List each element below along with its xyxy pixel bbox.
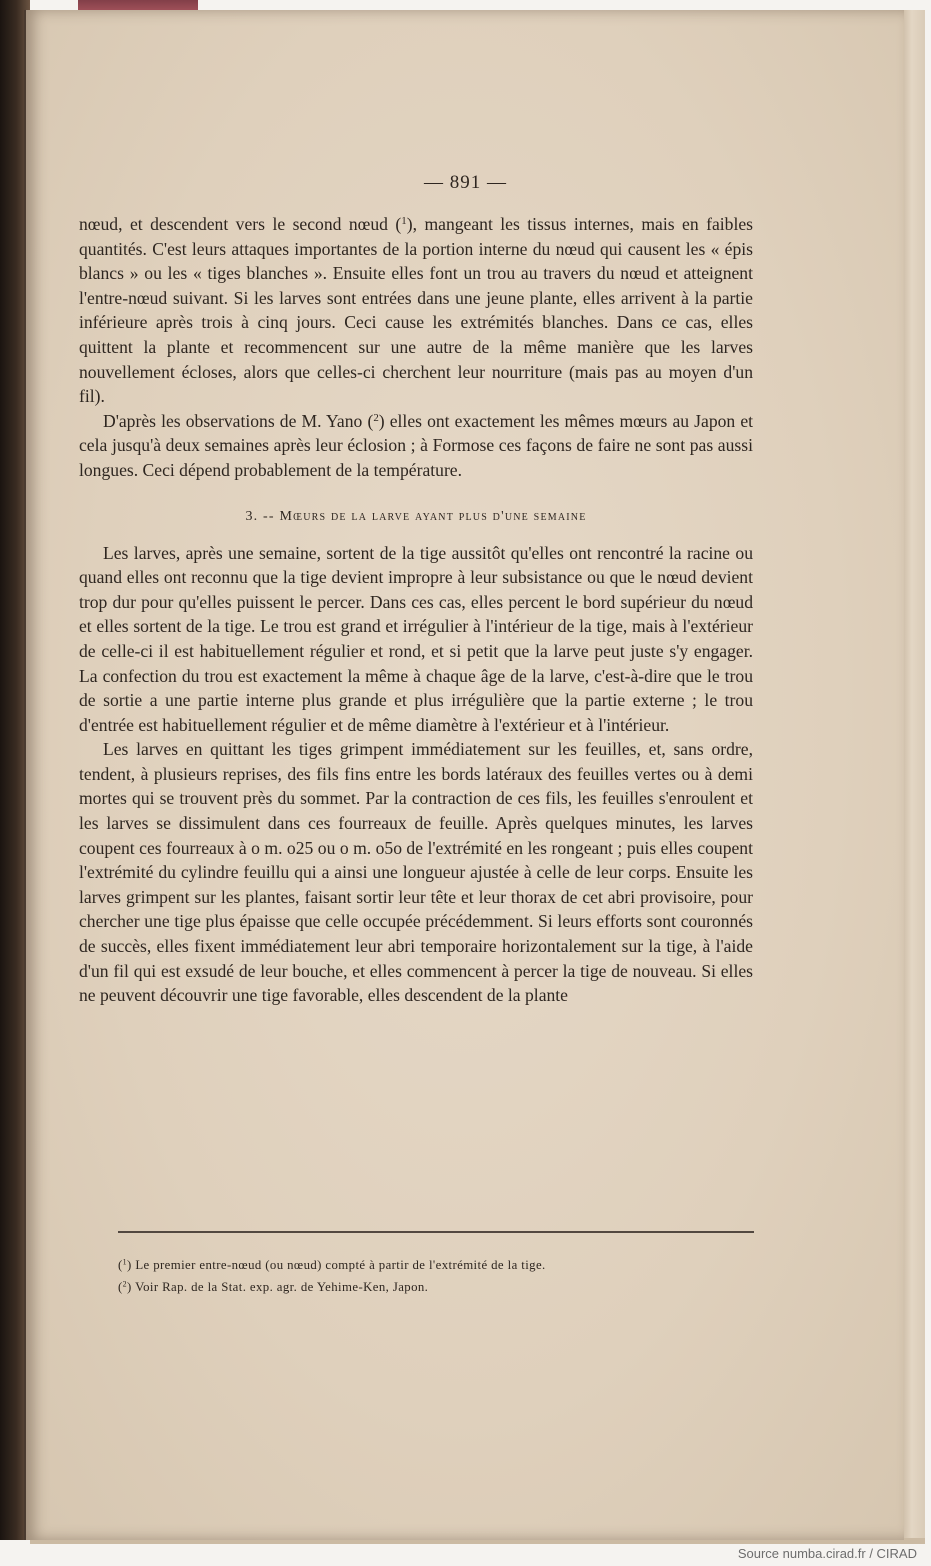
source-credit: Source numba.cirad.fr / CIRAD [737,1546,917,1561]
footnote-1-text: Le premier entre-nœud (ou nœud) compté à partir de l'extrémité de la tige. [135,1258,546,1272]
paragraph-2-text-a: D'après les observations de M. Yano ( [103,410,374,431]
footnote-2-marker: 2 [122,1279,128,1289]
paragraph-4: Les larves en quittant les tiges grimpent immédiatement sur les feuilles, et, sans ordre, tendent, à plusieurs reprises, des fils fins entre les bords latéraux des feuilles vertes ou à demi mortes qui se trouvent près du sommet. Par la contraction de ces fils, les feuilles s'enroulent et les larves se dissimulent dans ces fourreaux de feuille. Après quelques minutes, les larves coupent ces fourreaux à o m. o25 ou o m. o5o de l'extrémité en les rongeant ; puis elles coupent l'extrémité du cylindre feuillu qui a ainsi une longueur ajustée à celle de leur corps. Ensuite les larves grimpent sur les plantes, faisant sortir leur tête et leur thorax de cet abri provisoire, pour chercher une tige plus épaisse que celle occupée précédemment. Si leurs efforts sont couronnés de succès, elles fixent immédiatement leur abri temporaire horizontalement sur la tige, à l'aide d'un fil qui est exsudé de leur bouche, et elles commencent à percer la tige de nouveau. Si elles ne peuvent découvrir une tige favorable, elles descendent de la plante [79,739,753,1006]
footnote-2-text: Voir Rap. de la Stat. exp. agr. de Yehime-Ken, Japon. [135,1280,429,1294]
page-stack-edge [902,10,925,1542]
paragraph-2-text-b: ) elles ont exactement les mêmes mœurs au Japon et cela jusqu'à deux semaines après leur éclosion ; à Formose ces façons de faire ne sont pas aussi longues. Ceci dépend probablement de la température. [79,410,754,480]
paragraph-2 [79,409,753,483]
paragraph-3: Les larves, après une semaine, sortent de la tige aussitôt qu'elles ont rencontré la racine ou quand elles ont reconnu que la tige devient impropre à leur subsistance ou que le nœud devient trop dur pour qu'elles puissent le percer. Dans ces cas, elles percent le bord supérieur du nœud et elles sortent de la tige. Le trou est grand et irrégulier à l'intérieur de la tige, mais à l'extérieur de celle-ci il est habituellement régulier et rond, et si petit que la larve peut juste s'y engager. La confection du trou est exactement la même à chaque âge de la larve, c'est-à-dire que le trou de sortie a une partie interne plus grande et plus irrégulière que la partie externe ; le trou d'entrée est habituellement régulier et de même diamètre à l'extérieur et à l'intérieur. [79,542,753,735]
footnote-1-marker: 1 [122,1257,128,1267]
paragraph-1-text-b: ), mangeant les tissus internes, mais en faibles quantités. C'est leurs attaques importantes de la portion interne du nœud qui causent les « épis blancs » ou les « tiges blanches ». Ensuite elles font un trou au travers du nœud et atteignent l'entre-nœud suivant. Si les larves sont entrées dans une jeune plante, elles arrivent à la partie inférieure après trois à cinq jours. Ceci cause les extrémités blanches. Dans ce cas, elles quittent la plante et recommencent sur une autre de la même manière que les larves nouvellement écloses, alors que celles-ci cherchent leur nourriture (mais pas au moyen d'un fil). [79,214,753,407]
paragraph-1 [79,212,753,409]
footnote-divider [118,1231,754,1233]
footnote-ref-1: 1 [401,215,407,227]
page-body [79,212,753,1008]
footnote-ref-2: 2 [373,411,379,424]
section-heading: 3. -- Mœurs de la larve ayant plus d'une semaine [245,508,587,524]
footnotes [118,1254,758,1298]
page-number: — 891 — [424,172,507,193]
paragraph-1-text-a: nœud, et descendent vers le second nœud ( [79,214,402,234]
footnote-1: ($^1$) Le premier entre-nœud (ou nœud) compté à partir de l'extrémité de la tige. [118,1257,546,1272]
footnote-2: ($^2$) Voir Rap. de la Stat. exp. agr. de Yehime-Ken, Japon. [118,1279,429,1294]
